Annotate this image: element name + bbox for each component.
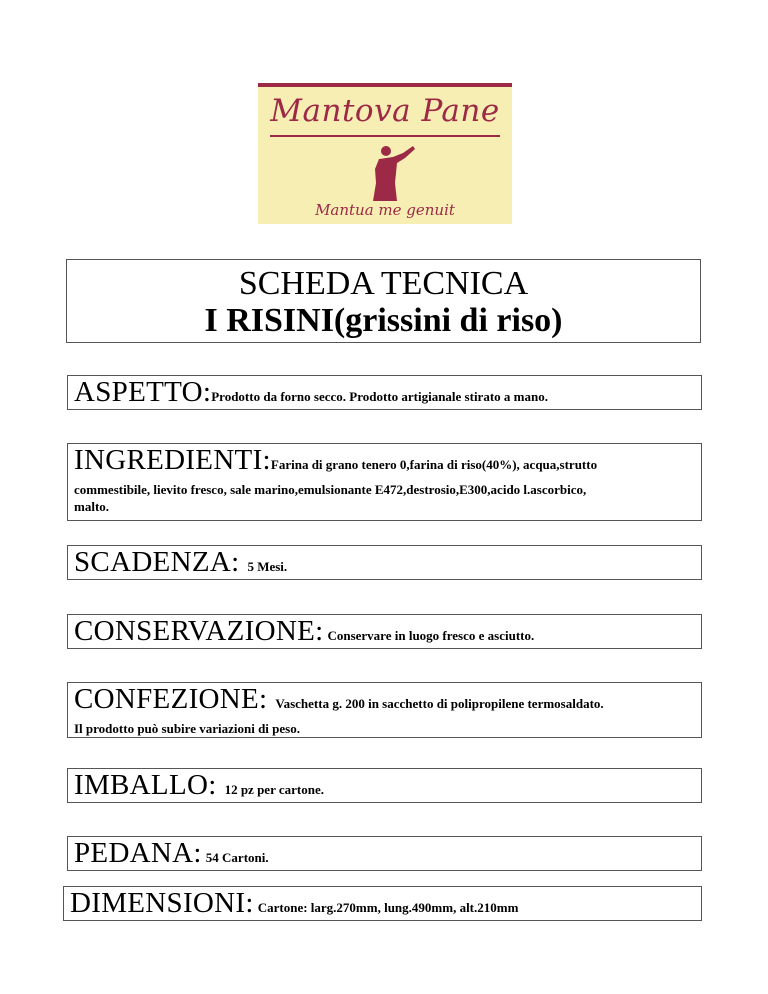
logo-divider [270, 135, 500, 137]
confezione-value: Vaschetta g. 200 in sacchetto di polipropilene termosaldato. [275, 696, 604, 711]
statue-figure-icon [361, 143, 421, 203]
pedana-label: PEDANA: [74, 837, 202, 869]
product-name: I RISINI(grissini di riso) [204, 302, 563, 339]
logo-motto: Mantua me genuit [315, 201, 455, 219]
dimensioni-label: DIMENSIONI: [70, 887, 254, 919]
scadenza-label: SCADENZA: [74, 546, 240, 578]
confezione-label: CONFEZIONE: [74, 683, 268, 715]
dimensioni-value: Cartone: larg.270mm, lung.490mm, alt.210mm [257, 900, 519, 915]
section-dimensioni [63, 886, 702, 921]
imballo-value: 12 pz per cartone. [224, 782, 324, 797]
conservazione-label: CONSERVAZIONE: [74, 615, 324, 647]
aspetto-value: Prodotto da forno secco. Prodotto artigianale stirato a mano. [211, 389, 548, 404]
conservazione-value: Conservare in luogo fresco e asciutto. [327, 628, 535, 643]
pedana-value: 54 Cartoni. [205, 850, 269, 865]
section-conservazione [67, 614, 702, 649]
title-box [66, 259, 701, 343]
section-ingredienti [67, 443, 702, 521]
imballo-label: IMBALLO: [74, 769, 217, 801]
ingredienti-value: Farina di grano tenero 0,farina di riso(40%), acqua,strutto [270, 457, 598, 472]
section-aspetto [67, 375, 702, 410]
confezione-continuation: Il prodotto può subire variazioni di peso. [74, 721, 300, 736]
page-title: SCHEDA TECNICA [238, 265, 529, 302]
scadenza-value: 5 Mesi. [247, 559, 288, 574]
section-scadenza [67, 545, 702, 580]
aspetto-label: ASPETTO: [74, 376, 212, 408]
section-confezione [67, 682, 702, 738]
logo-brand-name: Mantova Pane [270, 93, 500, 129]
brand-logo [258, 83, 512, 224]
ingredienti-continuation-1: commestibile, lievito fresco, sale marino,emulsionante E472,destrosio,E300,acido l.ascorbico, [74, 482, 587, 497]
section-pedana [67, 836, 702, 871]
ingredienti-label: INGREDIENTI: [74, 444, 271, 476]
ingredienti-continuation-2: malto. [74, 499, 110, 514]
section-imballo [67, 768, 702, 803]
